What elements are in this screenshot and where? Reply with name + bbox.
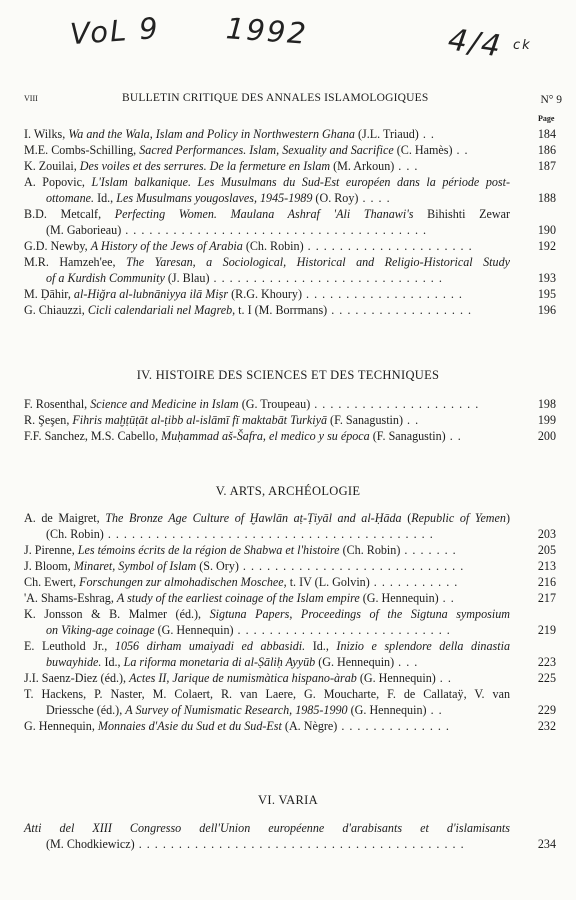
- list-item: E. Leuthold Jr., 1056 dirham umaiyadi ed abbasidi. Id., Inizio e splendore della dinastia buwayhide. Id., La riforma monetaria di al-Ṣāliḥ Ayyūb (G. Hennequin) . . . 223: [24, 639, 556, 669]
- handwritten-ck: ck: [513, 38, 532, 53]
- list-item: J. Pirenne, Les témoins écrits de la région de Shabwa et l'histoire (Ch. Robin) . . . . . . . 205: [24, 543, 556, 557]
- page-number: 199: [537, 413, 556, 427]
- list-item: M.E. Combs-Schilling, Sacred Performances. Islam, Sexuality and Sacrifice (C. Hamès) . . 186: [24, 143, 556, 157]
- page-number: 217: [537, 591, 556, 605]
- page-number: 232: [537, 719, 556, 733]
- list-item: G.D. Newby, A History of the Jews of Arabia (Ch. Robin) . . . . . . . . . . . . . . . . . . . . . 192: [24, 239, 556, 253]
- page-number: 188: [537, 191, 556, 205]
- page-number: 213: [537, 559, 556, 573]
- list-item: F. Rosenthal, Science and Medicine in Islam (G. Troupeau) . . . . . . . . . . . . . . . . . . . . . 198: [24, 397, 556, 411]
- list-item: F.F. Sanchez, M.S. Cabello, Muḥammad aš-Šafra, el medico y su época (F. Sanagustin) . . 200: [24, 429, 556, 443]
- handwritten-year: 1992: [224, 11, 309, 51]
- list-item: J.I. Saenz-Diez (éd.), Actes II, Jarique de numismàtica hispano-àrab (G. Hennequin) . . 225: [24, 671, 556, 685]
- list-item: A. de Maigret, The Bronze Age Culture of Ḫawlān aṭ-Ṭiyāl and al-Ḥāda (Republic of Yemen) (Ch. Robin) . . . . . . . . . . . . . . . . . . . . . . . . . . . . . . . . . . . . . . . . . 203: [24, 511, 556, 541]
- page-number: 193: [537, 271, 556, 285]
- section-vi-list: [24, 820, 556, 852]
- issue-number: N° 9: [540, 94, 562, 106]
- handwritten-volume: VoL 9: [68, 10, 161, 52]
- list-item: K. Zouilai, Des voiles et des serrures. De la fermeture en Islam (M. Arkoun) . . . 187: [24, 159, 556, 173]
- page-number: 205: [537, 543, 556, 557]
- list-item: Atti del XIII Congresso dell'Union européenne d'arabisants et d'islamisants (M. Chodkiewicz) . . . . . . . . . . . . . . . . . . . . . . . . . . . . . . . . . . . . . . . . . 234: [24, 821, 556, 851]
- page-column-label: Page: [538, 114, 555, 123]
- section-heading-v: V. ARTS, ARCHÉOLOGIE: [215, 484, 361, 498]
- page-number: 216: [537, 575, 556, 589]
- list-item: A. Popovic, L'Islam balkanique. Les Musulmans du Sud-Est européen dans la période post- ottomane. Id., Les Musulmans yougoslaves, 1945-1989 (O. Roy) . . . . 188: [24, 175, 556, 205]
- page-number: 203: [537, 527, 556, 541]
- section-iii-list: [24, 126, 556, 318]
- page-number: 186: [537, 143, 556, 157]
- page-number: 198: [537, 397, 556, 411]
- list-item: M. Ḍāhir, al-Hiǧra al-lubnāniyya ilā Miṣr (R.G. Khoury) . . . . . . . . . . . . . . . . . . . . 195: [24, 287, 556, 301]
- page-number: 229: [537, 703, 556, 717]
- list-item: G. Hennequin, Monnaies d'Asie du Sud et du Sud-Est (A. Nègre) . . . . . . . . . . . . . . 232: [24, 719, 556, 733]
- section-heading-vi: VI. VARIA: [258, 793, 318, 807]
- page-number: 223: [537, 655, 556, 669]
- page-number: 187: [537, 159, 556, 173]
- page-roman-number: VIII: [24, 94, 38, 103]
- page-header: [24, 92, 564, 108]
- list-item: 'A. Shams-Eshrag, A study of the earliest coinage of the Islam empire (G. Hennequin) . . 217: [24, 591, 556, 605]
- section-iv-list: [24, 396, 556, 444]
- page-number: 192: [537, 239, 556, 253]
- page-number: 196: [537, 303, 556, 317]
- list-item: T. Hackens, P. Naster, M. Colaert, R. van Laere, G. Moucharte, F. de Callataÿ, V. van Driessche (éd.), A Survey of Numismatic Research, 1985-1990 (G. Hennequin) . . 229: [24, 687, 556, 717]
- page-number: 225: [537, 671, 556, 685]
- page-title: BULLETIN CRITIQUE DES ANNALES ISLAMOLOGIQUES: [122, 92, 429, 104]
- list-item: Ch. Ewert, Forschungen zur almohadischen Moschee, t. IV (L. Golvin) . . . . . . . . . . . 216: [24, 575, 556, 589]
- page-number: 190: [537, 223, 556, 237]
- list-item: I. Wilks, Wa and the Wala, Islam and Policy in Northwestern Ghana (J.L. Triaud) . . 184: [24, 127, 556, 141]
- page-number: 184: [537, 127, 556, 141]
- page-number: 219: [537, 623, 556, 637]
- page-number: 195: [537, 287, 556, 301]
- list-item: K. Jonsson & B. Malmer (éd.), Sigtuna Papers, Proceedings of the Sigtuna symposium on Viking-age coinage (G. Hennequin) . . . . . . . . . . . . . . . . . . . . . . . . . . . 219: [24, 607, 556, 637]
- section-v-list: [24, 510, 556, 734]
- section-heading-iv: IV. HISTOIRE DES SCIENCES ET DES TECHNIQUES: [136, 368, 440, 382]
- list-item: M.R. Hamzeh'ee, The Yaresan, a Sociological, Historical and Religio-Historical Study of a Kurdish Community (J. Blau) . . . . . . . . . . . . . . . . . . . . . . . . . . . . . 193: [24, 255, 556, 285]
- list-item: G. Chiauzzi, Cicli calendariali nel Magreb, t. I (M. Borrmans) . . . . . . . . . . . . . . . . . . 196: [24, 303, 556, 317]
- page-number: 234: [537, 837, 556, 851]
- list-item: J. Bloom, Minaret, Symbol of Islam (S. Ory) . . . . . . . . . . . . . . . . . . . . . . . . . . . . 213: [24, 559, 556, 573]
- handwritten-fraction: 4/4: [445, 22, 505, 65]
- list-item: B.D. Metcalf, Perfecting Women. Maulana Ashraf 'Ali Thanawi's Bihishti Zewar (M. Gaborieau) . . . . . . . . . . . . . . . . . . . . . . . . . . . . . . . . . . . . . . 190: [24, 207, 556, 237]
- list-item: R. Şeşen, Fihris maḫṭūṭāt al-ṭibb al-islāmī fī maktabāt Turkiyā (F. Sanagustin) . . 199: [24, 413, 556, 427]
- page-number: 200: [537, 429, 556, 443]
